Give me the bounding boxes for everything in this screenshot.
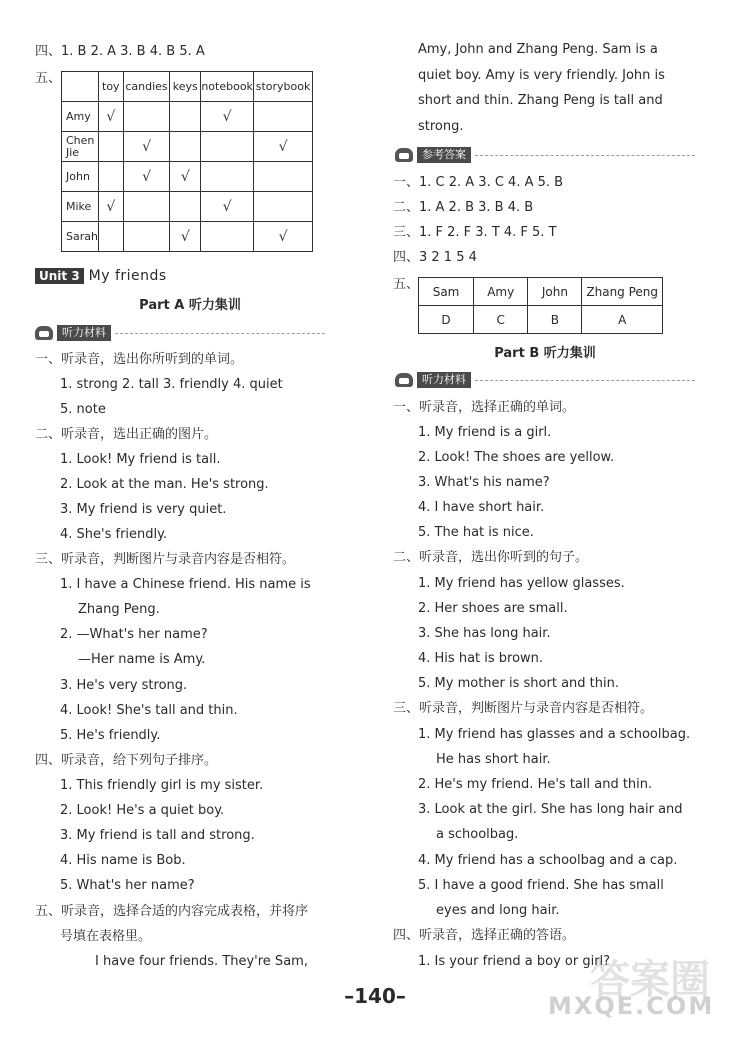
text-line: 5. He's friendly. xyxy=(60,728,161,743)
text-line: Zhang Peng. xyxy=(78,602,160,617)
text-line: 2. Her shoes are small. xyxy=(418,601,568,616)
text-line: —Her name is Amy. xyxy=(78,652,206,667)
tag-label: 参考答案 xyxy=(417,147,471,163)
text-line: Amy, John and Zhang Peng. Sam is a xyxy=(418,42,658,57)
text-line: 1. My friend has glasses and a schoolbag. xyxy=(418,727,691,742)
table-cell xyxy=(98,132,123,162)
dashed-divider xyxy=(475,380,695,381)
answer-line: 四、3 2 1 5 4 xyxy=(393,250,477,265)
tag-label: 听力材料 xyxy=(417,372,471,388)
watermark-logo: 答案圈 xyxy=(590,957,710,1003)
table-cell xyxy=(123,192,170,222)
table-row xyxy=(419,306,663,334)
table-cell: B xyxy=(528,306,582,334)
text-line: 4. His name is Bob. xyxy=(60,853,186,868)
text-line: 4. Look! She's tall and thin. xyxy=(60,703,238,718)
table-row xyxy=(62,192,313,222)
headphones-icon xyxy=(395,373,413,387)
text-line: a schoolbag. xyxy=(436,827,519,842)
table-header-blank xyxy=(62,72,99,102)
tag-label: 听力材料 xyxy=(57,325,111,341)
text-line: He has short hair. xyxy=(436,752,551,767)
table-cell xyxy=(254,162,313,192)
text-line: 2. Look! He's a quiet boy. xyxy=(60,803,225,818)
table-cell xyxy=(123,102,170,132)
table-cell xyxy=(201,222,254,252)
unit-title: My friends xyxy=(88,268,167,284)
text-line: 3. My friend is very quiet. xyxy=(60,502,227,517)
text-line: 5. note xyxy=(60,402,106,417)
table-row xyxy=(62,102,313,132)
text-line: 5. My mother is short and thin. xyxy=(418,676,619,691)
text-line: 5. What's her name? xyxy=(60,878,195,893)
text-line: 3. My friend is tall and strong. xyxy=(60,828,255,843)
text-line: 三、听录音，判断图片与录音内容是否相符。 xyxy=(35,552,296,567)
text-line: 1. This friendly girl is my sister. xyxy=(60,778,264,793)
text-line: 四、听录音，选择正确的答语。 xyxy=(393,928,576,943)
table-cell: √ xyxy=(170,222,201,252)
table-cell: C xyxy=(474,306,528,334)
text-line: 二、听录音，选出正确的图片。 xyxy=(35,427,218,442)
answer-table-friends xyxy=(418,277,663,334)
table-cell: √ xyxy=(98,192,123,222)
text-line: 2. Look at the man. He's strong. xyxy=(60,477,269,492)
text-line: 1. Look! My friend is tall. xyxy=(60,452,221,467)
text-line: 一、听录音，选择正确的单词。 xyxy=(393,400,576,415)
table-cell: D xyxy=(419,306,474,334)
listening-material-tag xyxy=(35,325,325,341)
table-cell: √ xyxy=(201,102,254,132)
text-line: 四、听录音，给下列句子排序。 xyxy=(35,753,218,768)
table-row xyxy=(62,132,313,162)
table-cell xyxy=(201,132,254,162)
table-cell xyxy=(170,192,201,222)
answer-section-4: 四、1. B 2. A 3. B 4. B 5. A xyxy=(35,44,205,59)
text-line: 一、听录音，选出你所听到的单词。 xyxy=(35,352,244,367)
table-cell: √ xyxy=(254,222,313,252)
text-line: 二、听录音，选出你听到的句子。 xyxy=(393,550,589,565)
text-line: eyes and long hair. xyxy=(436,903,560,918)
listening-material-tag xyxy=(395,372,695,388)
table-header: candies xyxy=(123,72,170,102)
table-cell: √ xyxy=(170,162,201,192)
text-line: 3. What's his name? xyxy=(418,475,550,490)
row-name: Mike xyxy=(62,192,99,222)
table-header: storybook xyxy=(254,72,313,102)
text-line: 1. Is your friend a boy or girl? xyxy=(418,954,611,969)
text-line: 4. My friend has a schoolbag and a cap. xyxy=(418,853,678,868)
text-line: 4. I have short hair. xyxy=(418,500,545,515)
reference-answers-tag xyxy=(395,147,695,163)
table-header: John xyxy=(528,278,582,306)
table-cell xyxy=(254,192,313,222)
table-cell xyxy=(98,162,123,192)
unit-heading xyxy=(35,268,167,284)
answer-section-5-label: 五、 xyxy=(393,277,420,292)
headphones-icon xyxy=(35,326,53,340)
text-line: 3. She has long hair. xyxy=(418,626,551,641)
dashed-divider xyxy=(115,333,325,334)
text-line: 5. The hat is nice. xyxy=(418,525,534,540)
text-line: I have four friends. They're Sam, xyxy=(95,954,308,969)
dashed-divider xyxy=(475,155,695,156)
table-header: keys xyxy=(170,72,201,102)
table-header: Sam xyxy=(419,278,474,306)
text-line: 1. My friend has yellow glasses. xyxy=(418,576,625,591)
text-line: 4. His hat is brown. xyxy=(418,651,544,666)
book-icon xyxy=(395,148,413,162)
text-line: 1. I have a Chinese friend. His name is xyxy=(60,577,311,592)
text-line: short and thin. Zhang Peng is tall and xyxy=(418,93,663,108)
table-cell: √ xyxy=(254,132,313,162)
text-line: 2. He's my friend. He's tall and thin. xyxy=(418,777,653,792)
unit-badge: Unit 3 xyxy=(35,268,84,284)
table-row xyxy=(62,222,313,252)
text-line: 三、听录音，判断图片与录音内容是否相符。 xyxy=(393,701,654,716)
table-cell xyxy=(254,102,313,132)
answer-table-items xyxy=(61,71,313,252)
page-number: –140– xyxy=(344,984,406,1008)
row-name: Sarah xyxy=(62,222,99,252)
row-name: John xyxy=(62,162,99,192)
table-cell: √ xyxy=(98,102,123,132)
part-a-title: Part A 听力集训 xyxy=(139,298,241,313)
text-line: quiet boy. Amy is very friendly. John is xyxy=(418,68,665,83)
text-line: 2. —What's her name? xyxy=(60,627,208,642)
text-line: 1. My friend is a girl. xyxy=(418,425,552,440)
table-cell: √ xyxy=(123,132,170,162)
table-header: Zhang Peng xyxy=(582,278,663,306)
answer-line: 二、1. A 2. B 3. B 4. B xyxy=(393,200,534,215)
row-name: Amy xyxy=(62,102,99,132)
watermark: MXQE.COM xyxy=(548,992,715,1020)
table-header: notebook xyxy=(201,72,254,102)
table-header: toy xyxy=(98,72,123,102)
text-line: 2. Look! The shoes are yellow. xyxy=(418,450,615,465)
answer-line: 一、1. C 2. A 3. C 4. A 5. B xyxy=(393,175,564,190)
table-cell: √ xyxy=(123,162,170,192)
text-line: 五、听录音，选择合适的内容完成表格，并将序 xyxy=(35,904,309,919)
part-b-title: Part B 听力集训 xyxy=(494,346,596,361)
table-cell: √ xyxy=(201,192,254,222)
table-cell xyxy=(123,222,170,252)
table-cell xyxy=(98,222,123,252)
table-cell xyxy=(170,132,201,162)
table-header: Amy xyxy=(474,278,528,306)
answer-line: 三、1. F 2. F 3. T 4. F 5. T xyxy=(393,225,557,240)
text-line: 1. strong 2. tall 3. friendly 4. quiet xyxy=(60,377,283,392)
table-cell: A xyxy=(582,306,663,334)
row-name: Chen Jie xyxy=(62,132,99,162)
text-line: 号填在表格里。 xyxy=(60,929,152,944)
table-row xyxy=(62,162,313,192)
answer-section-5-label: 五、 xyxy=(35,71,62,86)
text-line: 5. I have a good friend. She has small xyxy=(418,878,664,893)
text-line: 4. She's friendly. xyxy=(60,527,168,542)
table-cell xyxy=(201,162,254,192)
text-line: 3. He's very strong. xyxy=(60,678,188,693)
text-line: 3. Look at the girl. She has long hair and xyxy=(418,802,683,817)
text-line: strong. xyxy=(418,119,464,134)
table-cell xyxy=(170,102,201,132)
